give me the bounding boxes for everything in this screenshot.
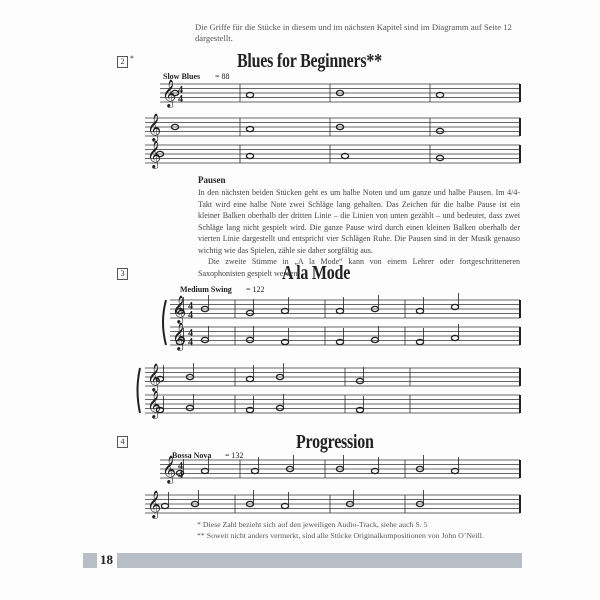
treble-clef-icon: 𝄞 (147, 113, 162, 141)
treble-clef-icon: 𝄞 (147, 390, 162, 418)
system-brace (163, 300, 166, 345)
time-signature: 4 (178, 461, 183, 472)
tempo-label-a-la-mode: Medium Swing (180, 285, 232, 294)
time-signature: 4 (188, 301, 193, 312)
note-head (246, 337, 253, 342)
page-number: 18 (100, 552, 113, 567)
footer-bar-left (83, 553, 97, 568)
treble-clef-icon: 𝄞 (162, 79, 177, 107)
time-signature: 4 (188, 337, 193, 348)
piece-title-blues: Blues for Beginners** (237, 50, 382, 72)
note-head (186, 405, 193, 410)
treble-clef-icon: 𝄞 (147, 140, 162, 168)
note-head (436, 155, 443, 160)
note-head (201, 337, 208, 342)
treble-clef-icon: 𝄞 (147, 363, 162, 391)
treble-clef-icon: 𝄞 (147, 490, 162, 518)
system-brace (138, 368, 141, 413)
tempo-value-a-la-mode: = 122 (246, 285, 265, 294)
footer-bar (117, 553, 522, 568)
piece-title-a-la-mode: A la Mode (282, 262, 351, 284)
time-signature: 4 (188, 328, 193, 339)
tempo-value-progression: = 132 (225, 451, 244, 460)
treble-clef-icon: 𝄞 (162, 455, 177, 483)
note-head (436, 128, 443, 133)
treble-clef-icon: 𝄞 (172, 322, 187, 350)
note-head (276, 405, 283, 410)
tempo-value-blues: = 88 (215, 72, 230, 81)
note-head (246, 310, 253, 315)
time-signature: 4 (178, 94, 183, 105)
track-number-4: 4 (117, 436, 128, 448)
section-heading: Pausen (198, 175, 226, 185)
tempo-label-progression: Bossa Nova (172, 451, 212, 460)
paragraph: In den nächsten beiden Stücken geht es um halbe Noten und um ganze und halbe Pausen. Im 4/4-Takt wird eine halbe Note zwei Schläge lang gehalten. Das Zeichen für die halbe Pause ist ein kleiner Balken oberhalb der dritten Linie – die Linien von unten gezählt – und bedeutet, dass zwei Schläge lang nicht gespielt wird. Die ganze Pause wird durch einen kleinen Balken oberhalb der vierten Linie dargestellt und entspricht vier Schlägen Ruhe. Die Pausen sind in der Musik genauso wichtig wie das Spielen, zähle sie daher sorgfältig aus. (198, 188, 520, 255)
tempo-label-blues: Slow Blues (163, 72, 201, 81)
time-signature: 4 (178, 85, 183, 96)
intro-text: Die Griffe für die Stücke in diesem und im nächsten Kapitel sind im Diagramm auf Seite 12 dargestellt. (195, 22, 512, 43)
track-number-3: 3 (117, 268, 128, 280)
note-head (356, 378, 363, 383)
treble-clef-icon: 𝄞 (172, 295, 187, 323)
time-signature: 4 (178, 470, 183, 481)
note-head (371, 337, 378, 342)
footnote-1: * Diese Zahl bezieht sich auf den jeweiligen Audio-Track, siehe auch S. 5 (197, 520, 428, 529)
track-number-2: 2 (117, 56, 128, 68)
footnote-2: ** Soweit nicht anders vermerkt, sind alle Stücke Originalkompositionen von John O’Neill. (197, 531, 484, 540)
time-signature: 4 (188, 310, 193, 321)
paragraph: Die zweite Stimme in „A la Mode“ kann von einem Lehrer oder fortgeschritteneren Saxophonisten gespielt werden. (198, 257, 520, 278)
piece-title-progression: Progression (296, 431, 374, 453)
track-footnote-mark: * (130, 54, 134, 63)
